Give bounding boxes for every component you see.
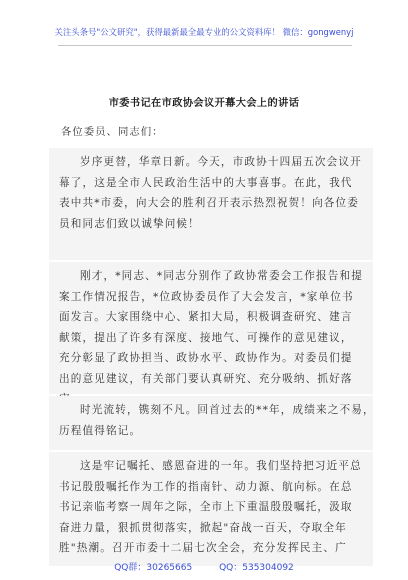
paragraph-line: 员和同志们致以诚挚问候！ (59, 217, 200, 230)
paragraph-2 (49, 262, 373, 394)
paragraph-line: 充分彰显了政协担当、政协水平、政协作为。对委员们提 (59, 352, 353, 364)
paragraph-line: 刚才，*同志、*同志分别作了政协常委会工作报告和提 (80, 270, 363, 282)
paragraph-line: 这是牢记嘱托、感恩奋进的一年。我们坚持把习近平总 (80, 460, 362, 472)
paragraph-line: 时光流转，镌刻不凡。回首过去的**年，成绩来之不易， (80, 404, 375, 416)
paragraph-1 (49, 148, 373, 260)
paragraph-line: 奋进力量，狠抓贯彻落实，掀起"奋战一百天，夺取全年 (59, 521, 347, 534)
footer-qq: QQ：535304092 (219, 563, 294, 573)
paragraph-line: 出的意见建议，有关部门要认真研究、充分吸纳、抓好落 (59, 372, 353, 385)
footer-contact (0, 560, 408, 573)
paragraph-line: 案工作情况报告，*位政协委员作了大会发言，*家单位书 (59, 290, 354, 303)
paragraph-line: 岁序更替，华章日新。今天，市政协十四届五次会议开 (80, 156, 362, 168)
footer-qq-group: QQ群：30265665 (114, 563, 193, 573)
document-title: 市委书记在市政协会议开幕大会上的讲话 (108, 97, 300, 109)
paragraph-line: 表中共*市委，向大会的胜利召开表示热烈祝贺！向各位委 (59, 197, 360, 209)
paragraph-line: 历程值得铭记。 (59, 424, 142, 437)
salutation: 各位委员、同志们： (61, 126, 164, 138)
header-divider (58, 45, 352, 46)
paragraph-4 (49, 452, 373, 566)
paragraph-line: 献策，提出了许多有深度、接地气、可操作的意见建议， (59, 331, 353, 344)
paragraph-line: 书记殷殷嘱托作为工作的指南针、动力源、航向标。在总 (59, 480, 353, 493)
paragraph-3 (49, 396, 373, 450)
paragraph-line: 面发言。大家围绕中心、紧扣大局，积极调查研究、建言 (59, 311, 353, 323)
paragraph-line: 胜"热潮。召开市委十二届七次全会，充分发挥民主、广 (59, 542, 347, 554)
paragraph-line: 幕了，这是全市人民政治生活中的大事喜事。在此，我代 (59, 176, 353, 189)
paragraph-line: 书记亲临考察一周年之际，全市上下重温殷殷嘱托，汲取 (59, 501, 353, 513)
header-banner: 关注头条号"公文研究"，获得最新最全最专业的公文资料库！ 微信：gongwenyj (54, 27, 354, 37)
